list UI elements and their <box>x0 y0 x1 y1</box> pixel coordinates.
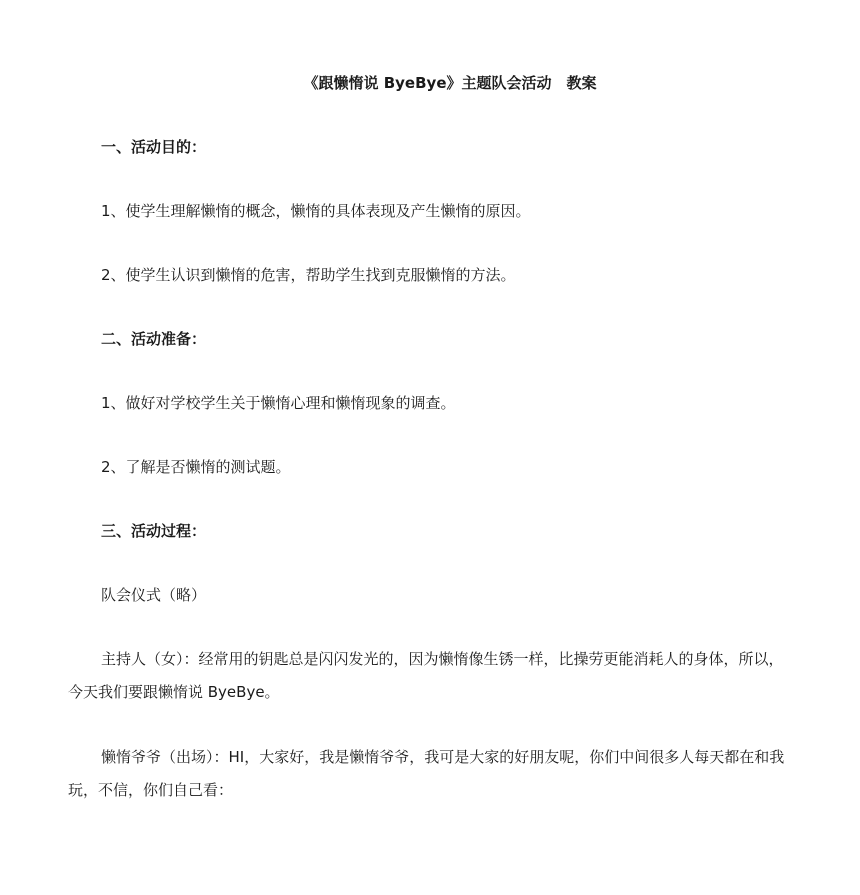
section1-item-2: 2、使学生认识到懒惰的危害，帮助学生找到克服懒惰的方法。 <box>101 266 516 284</box>
document-title: 《跟懒惰说 ByeBye》主题队会活动 教案 <box>303 74 597 92</box>
section2-heading: 二、活动准备： <box>101 330 207 348</box>
section2-item-1: 1、做好对学校学生关于懒惰心理和懒惰现象的调查。 <box>101 394 456 412</box>
section2-item-2: 2、了解是否懒惰的测试题。 <box>101 458 291 476</box>
host-paragraph: 主持人（女）：经常用的钥匙总是闪闪发光的，因为懒惰像生锈一样，比操劳更能消耗人的身体，所以，今天我们要跟懒惰说 ByeBye。 <box>68 650 784 701</box>
lazy-grandpa-paragraph: 懒惰爷爷（出场）：HI，大家好，我是懒惰爷爷，我可是大家的好朋友呢，你们中间很多人每天都在和我玩，不信，你们自己看： <box>68 748 785 799</box>
section1-heading: 一、活动目的： <box>101 138 207 156</box>
section1-item-1: 1、使学生理解懒惰的概念，懒惰的具体表现及产生懒惰的原因。 <box>101 202 531 220</box>
ceremony-paragraph: 队会仪式（略） <box>101 586 207 604</box>
section3-heading: 三、活动过程： <box>101 522 207 540</box>
